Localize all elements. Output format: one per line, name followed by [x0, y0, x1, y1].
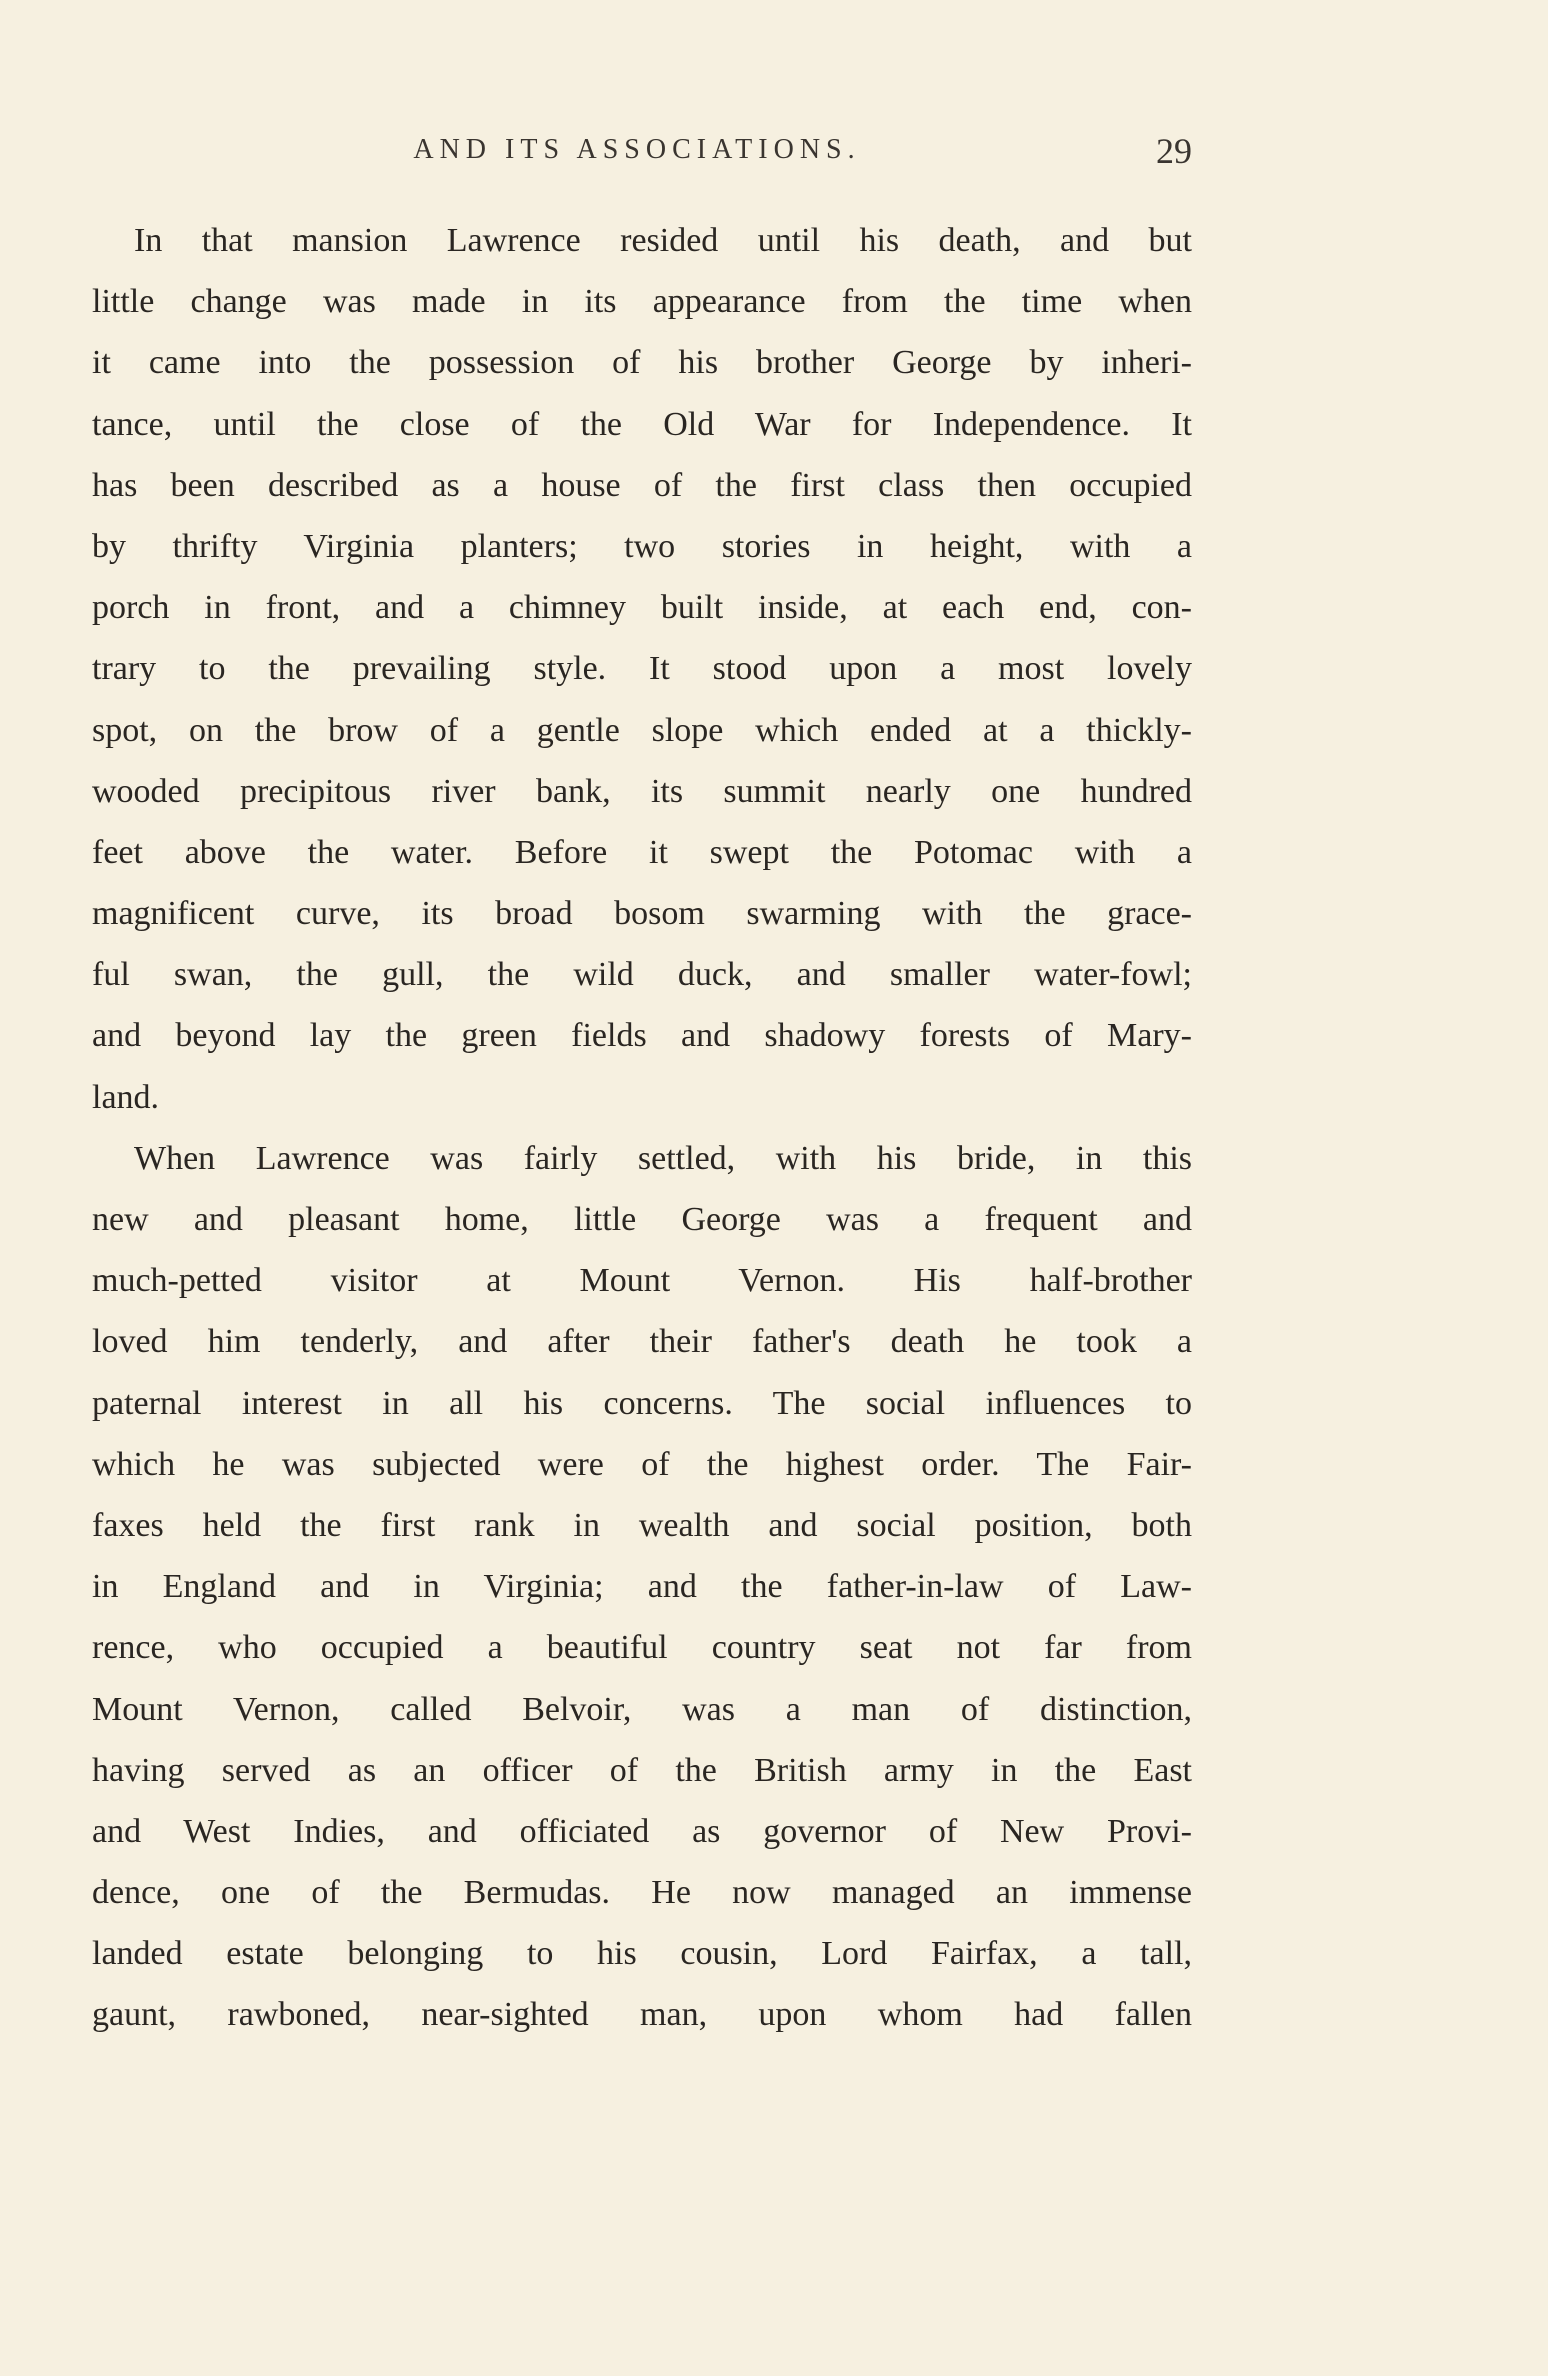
text-line: rence, who occupied a beautiful country seat not far from	[92, 1629, 1192, 1667]
text-line: magnificent curve, its broad bosom swarming with the grace-	[92, 895, 1192, 933]
text-line: it came into the possession of his brother George by inheri-	[92, 344, 1192, 382]
text-line: wooded precipitous river bank, its summit nearly one hundred	[92, 772, 1192, 810]
text-line: gaunt, rawboned, near-sighted man, upon whom had fallen	[92, 1996, 1192, 2034]
text-line: and beyond lay the green fields and shadowy forests of Mary-	[92, 1017, 1192, 1055]
text-line: land.	[92, 1078, 160, 1116]
text-line: new and pleasant home, little George was a frequent and	[92, 1201, 1192, 1238]
paragraph-1	[92, 210, 1192, 1128]
text-line: has been described as a house of the first class then occupied	[92, 466, 1192, 504]
text-line: paternal interest in all his concerns. The social influences to	[92, 1384, 1192, 1422]
running-title: AND ITS ASSOCIATIONS.	[413, 134, 861, 165]
text-line: much-petted visitor at Mount Vernon. His half-brother	[92, 1262, 1192, 1300]
text-line: which he was subjected were of the highest order. The Fair-	[92, 1445, 1192, 1483]
body-text	[92, 210, 1192, 2046]
text-line: porch in front, and a chimney built inside, at each end, con-	[92, 589, 1192, 627]
text-line: When Lawrence was fairly settled, with his bride, in this	[134, 1139, 1192, 1177]
text-line: by thrifty Virginia planters; two stories in height, with a	[92, 527, 1192, 565]
text-line: loved him tenderly, and after their father's death he took a	[92, 1323, 1192, 1361]
text-line: dence, one of the Bermudas. He now managed an immense	[92, 1874, 1192, 1912]
page-number: 29	[1156, 131, 1192, 171]
text-line: feet above the water. Before it swept the Potomac with a	[92, 833, 1192, 871]
text-line: landed estate belonging to his cousin, Lord Fairfax, a tall,	[92, 1935, 1192, 1973]
page-header	[82, 130, 1192, 180]
text-line: Mount Vernon, called Belvoir, was a man of distinction,	[92, 1690, 1192, 1728]
text-line: trary to the prevailing style. It stood upon a most lovely	[92, 650, 1192, 688]
text-line: spot, on the brow of a gentle slope which ended at a thickly-	[92, 711, 1192, 749]
paragraph-2	[92, 1128, 1192, 2046]
text-line: In that mansion Lawrence resided until his death, and but	[134, 222, 1192, 259]
text-line: and West Indies, and officiated as governor of New Provi-	[92, 1812, 1192, 1850]
text-line: tance, until the close of the Old War for Independence. It	[92, 405, 1192, 443]
text-line: in England and in Virginia; and the father-in-law of Law-	[92, 1568, 1192, 1606]
text-line: little change was made in its appearance from the time when	[92, 283, 1192, 321]
text-line: having served as an officer of the British army in the East	[92, 1751, 1192, 1789]
text-line: ful swan, the gull, the wild duck, and smaller water-fowl;	[92, 956, 1192, 994]
text-line: faxes held the first rank in wealth and social position, both	[92, 1506, 1192, 1544]
